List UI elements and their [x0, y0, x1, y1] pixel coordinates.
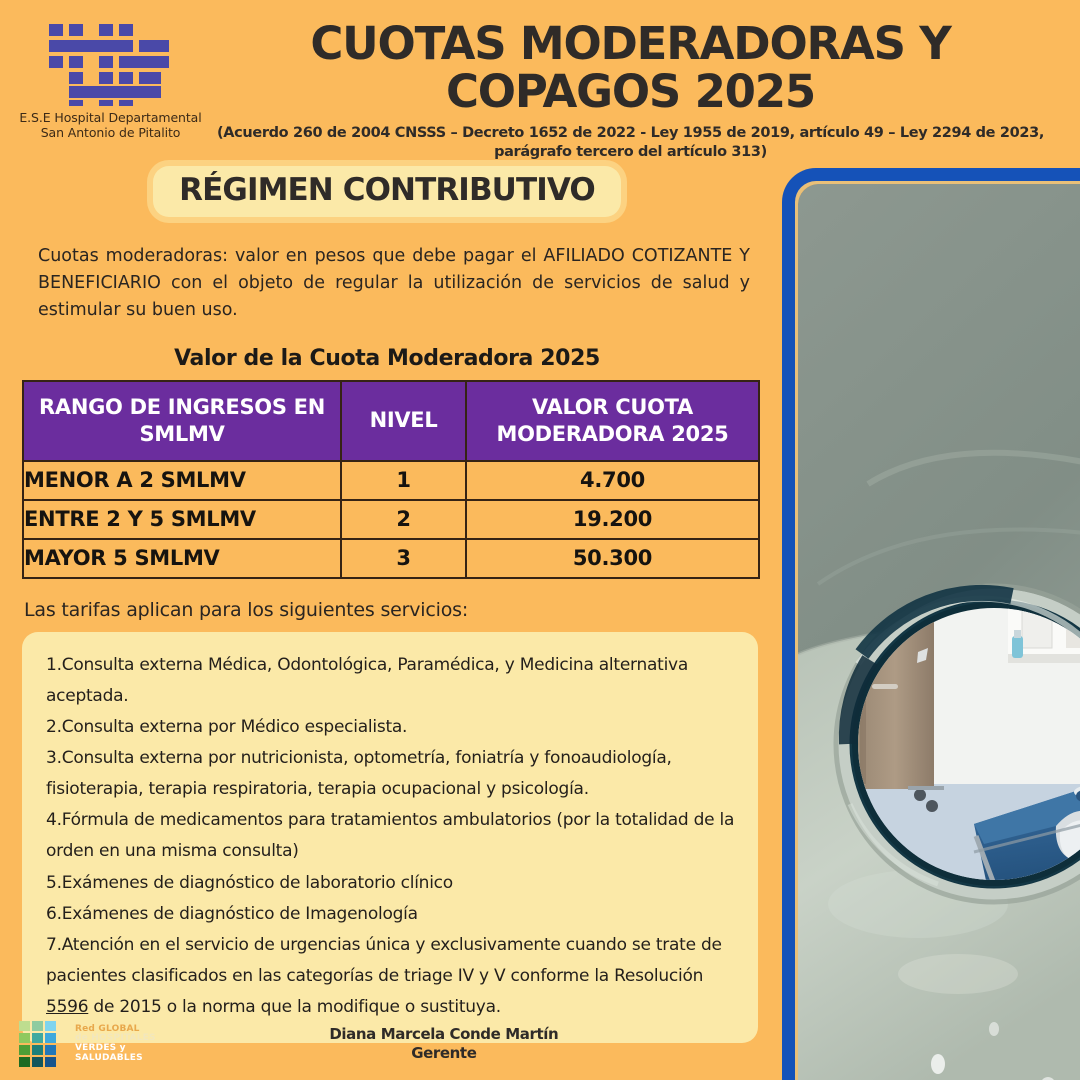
header — [0, 0, 1080, 160]
photo-panel — [770, 168, 1080, 1080]
hospital-name-line2: San Antonio de Pitalito — [40, 125, 181, 141]
title-block — [203, 14, 1066, 161]
photo-frame-outer-blue — [782, 168, 1080, 1080]
list-item: 4.Fórmula de medicamentos para tratamientos ambulatorios (por la totalidad de la orden en una misma consulta) — [46, 810, 735, 862]
resolution-number-link[interactable]: 5596 — [46, 997, 89, 1018]
list-item: 6.Exámenes de diagnóstico de Imagenología — [46, 903, 418, 924]
hospital-name-line1: E.S.E Hospital Departamental — [19, 110, 202, 125]
list-item: 1.Consulta externa Médica, Odontológica, Paramédica, y Medicina alternativa aceptada. — [46, 654, 689, 706]
regime-badge-wrap — [22, 166, 752, 217]
table-header-row — [23, 381, 759, 461]
column-header-nivel: NIVEL — [341, 381, 466, 461]
cell-valor: 50.300 — [466, 539, 759, 578]
green-hospitals-network-icon — [18, 1020, 70, 1068]
list-item-text-part1: 7.Atención en el servicio de urgencias única y exclusivamente cuando se trate de pacientes clasificados en las categorías de triage IV y V conforme la Resolución — [46, 934, 722, 986]
table-row — [23, 461, 759, 500]
services-card — [22, 632, 758, 1043]
legal-reference — [203, 124, 1058, 161]
list-item: 3.Consulta externa por nutricionista, optometría, foniatría y fonoaudiología, fisioterapia, terapia respiratoria, terapia ocupacional y psicología. — [46, 748, 672, 800]
rates-table-title: Valor de la Cuota Moderadora 2025 — [174, 345, 600, 371]
main-content — [0, 160, 772, 1043]
services-lead: Las tarifas aplican para los siguientes servicios: — [24, 598, 469, 621]
list-item: 2.Consulta externa por Médico especialista. — [46, 717, 408, 738]
page-title-line1: CUOTAS MODERADORAS Y — [310, 17, 951, 70]
rates-table-head — [23, 381, 759, 461]
legal-reference-line2: 2294 de 2023, parágrafo tercero del artículo 313) — [494, 125, 1044, 160]
cell-valor: 4.700 — [466, 461, 759, 500]
rgh-line3: VERDES y — [75, 1043, 126, 1053]
intro-paragraph: Cuotas moderadoras: valor en pesos que debe pagar el AFILIADO COTIZANTE Y BENEFICIARIO con el objeto de regular la utilización de servicios de salud y estimular su buen uso. — [38, 246, 750, 320]
list-item: 5.Exámenes de diagnóstico de laboratorio clínico — [46, 872, 453, 893]
cell-nivel: 2 — [341, 500, 466, 539]
list-item-text-part2: de 2015 o la norma que la modifique o sustituya. — [88, 997, 501, 1018]
rates-table-body — [23, 461, 759, 578]
rgh-line4: SALUDABLES — [75, 1052, 143, 1063]
cell-rango: MAYOR 5 SMLMV — [23, 539, 341, 578]
column-header-rango: RANGO DE INGRESOS EN SMLMV — [23, 381, 341, 461]
cell-rango: MENOR A 2 SMLMV — [23, 461, 341, 500]
hospital-logo-block — [18, 14, 203, 141]
rates-table — [22, 380, 760, 579]
page-title-line2: COPAGOS 2025 — [445, 64, 816, 118]
signature-role: Gerente — [411, 1044, 477, 1062]
green-hospitals-logo — [18, 1020, 156, 1068]
column-header-valor: VALOR CUOTA MODERADORA 2025 — [466, 381, 759, 461]
regime-badge-label: RÉGIMEN CONTRIBUTIVO — [179, 172, 595, 208]
signature-block — [156, 1025, 772, 1063]
cell-nivel: 3 — [341, 539, 466, 578]
footer — [0, 1008, 772, 1080]
rgh-line1: Red GLOBAL — [75, 1023, 140, 1034]
cell-valor: 19.200 — [466, 500, 759, 539]
rgh-line2: de HOSPITALES — [75, 1033, 156, 1044]
table-row — [23, 539, 759, 578]
cell-nivel: 1 — [341, 461, 466, 500]
green-hospitals-logo-text — [75, 1025, 156, 1063]
hospital-monogram-icon — [47, 22, 175, 106]
table-row — [23, 500, 759, 539]
cell-rango: ENTRE 2 Y 5 SMLMV — [23, 500, 341, 539]
regime-badge — [153, 166, 621, 217]
legal-reference-line1: (Acuerdo 260 de 2004 CNSSS – Decreto 1652 de 2022 - Ley 1955 de 2019, artículo 49 – Ley — [217, 125, 928, 142]
signature-name: Diana Marcela Conde Martín — [329, 1025, 559, 1044]
